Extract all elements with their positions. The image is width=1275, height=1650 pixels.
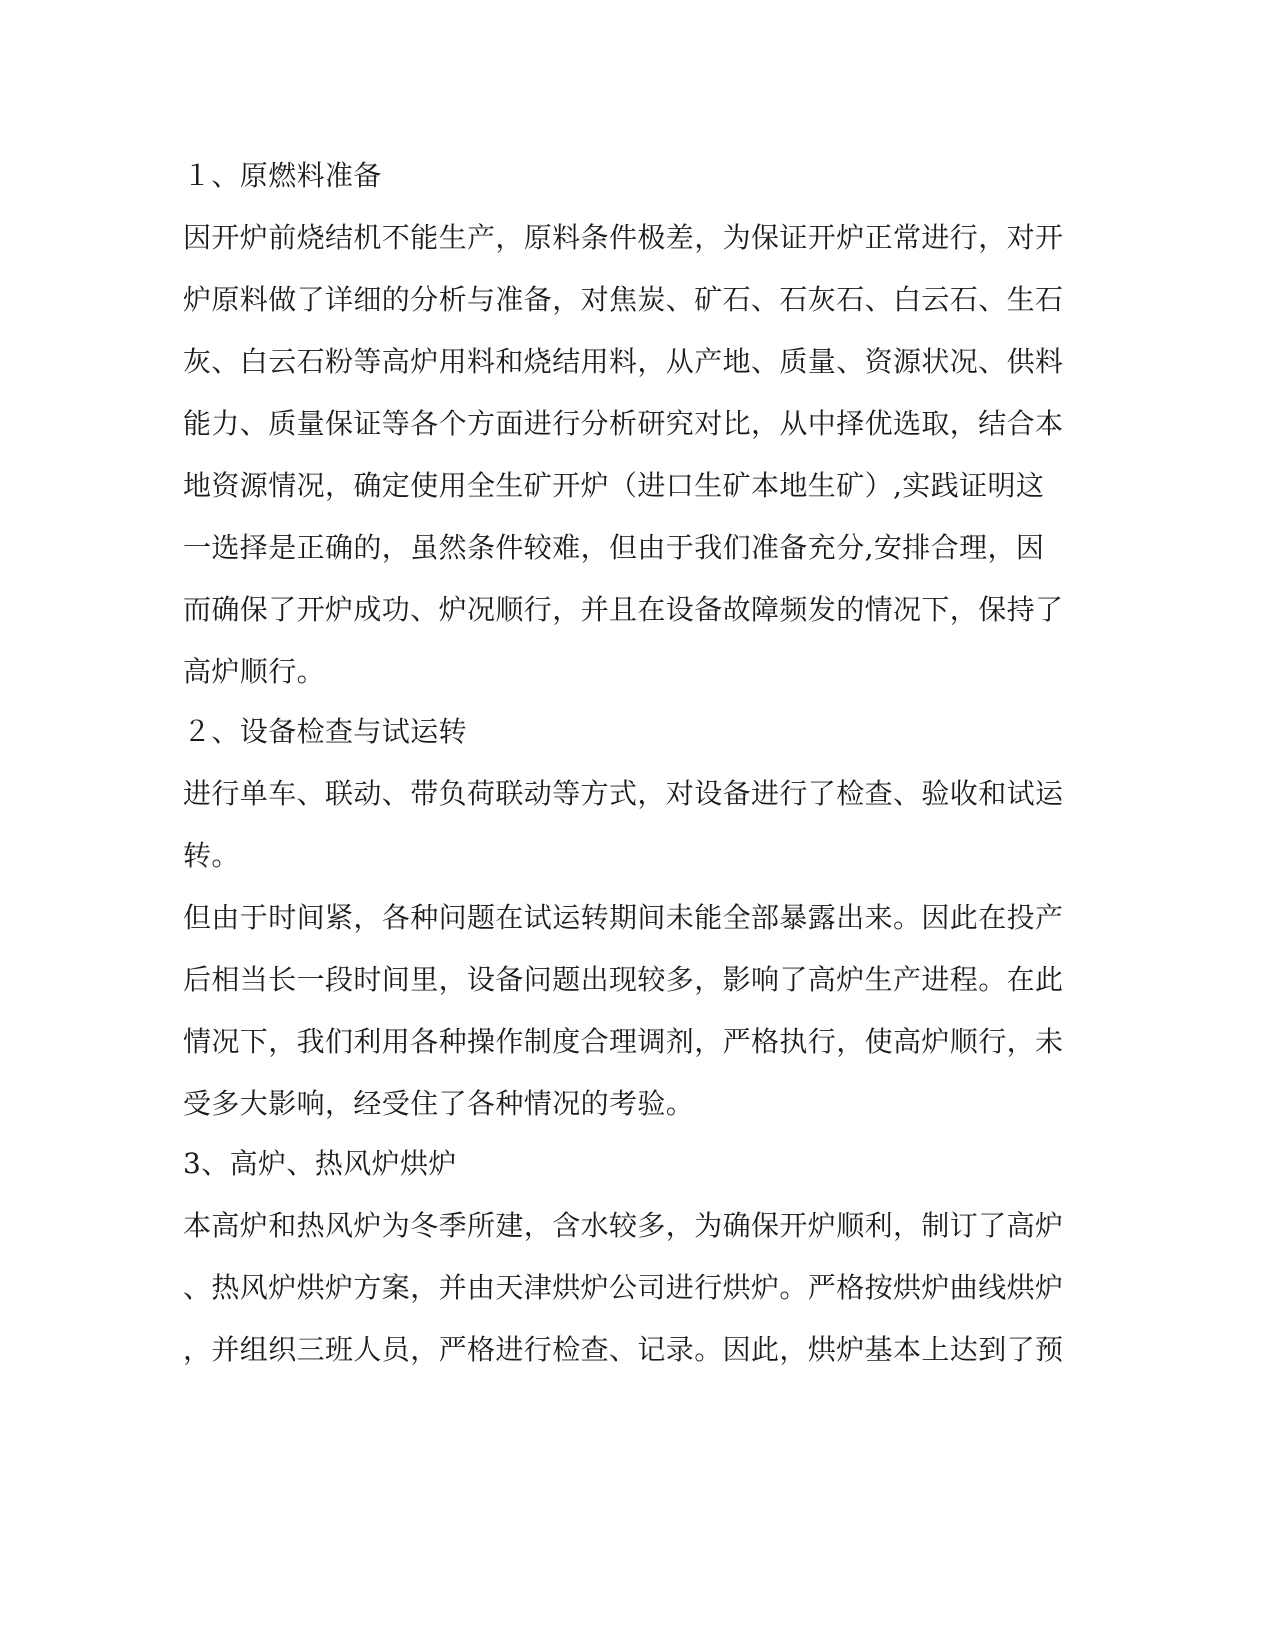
paragraph-line: 能力、质量保证等各个方面进行分析研究对比，从中择优选取，结合本 [183, 407, 1064, 440]
paragraph-line: 受多大影响，经受住了各种情况的考验。 [183, 1087, 695, 1120]
paragraph-line: 灰、白云石粉等高炉用料和烧结用料，从产地、质量、资源状况、供料 [183, 345, 1064, 378]
paragraph-line: 炉原料做了详细的分析与准备，对焦炭、矿石、石灰石、白云石、生石 [183, 283, 1064, 316]
paragraph-line: 后相当长一段时间里，设备问题出现较多，影响了高炉生产进程。在此 [183, 963, 1064, 996]
paragraph-line: 地资源情况，确定使用全生矿开炉（进口生矿本地生矿）,实践证明这 [183, 469, 1045, 502]
paragraph-line: 情况下，我们利用各种操作制度合理调剂，严格执行，使高炉顺行，未 [183, 1025, 1064, 1058]
paragraph-line: 高炉顺行。 [183, 655, 326, 688]
heading-furnace-drying: 3、高炉、热风炉烘炉 [183, 1147, 457, 1180]
paragraph-line: 转。 [183, 839, 240, 872]
paragraph-line: 一选择是正确的，虽然条件较难，但由于我们准备充分,安排合理，因 [183, 531, 1045, 564]
paragraph-line: 因开炉前烧结机不能生产，原料条件极差，为保证开炉正常进行，对开 [183, 221, 1064, 254]
heading-raw-fuel-preparation: １、原燃料准备 [183, 159, 382, 192]
paragraph-line: 本高炉和热风炉为冬季所建，含水较多，为确保开炉顺利，制订了高炉 [183, 1209, 1064, 1242]
paragraph-line: 而确保了开炉成功、炉况顺行，并且在设备故障频发的情况下，保持了 [183, 593, 1064, 626]
paragraph-line: 进行单车、联动、带负荷联动等方式，对设备进行了检查、验收和试运 [183, 777, 1064, 810]
heading-equipment-inspection: ２、设备检查与试运转 [183, 715, 468, 748]
paragraph-line: 但由于时间紧，各种问题在试运转期间未能全部暴露出来。因此在投产 [183, 901, 1064, 934]
paragraph-line: ，并组织三班人员，严格进行检查、记录。因此，烘炉基本上达到了预 [183, 1333, 1064, 1366]
paragraph-line: 、热风炉烘炉方案，并由天津烘炉公司进行烘炉。严格按烘炉曲线烘炉 [183, 1271, 1064, 1304]
